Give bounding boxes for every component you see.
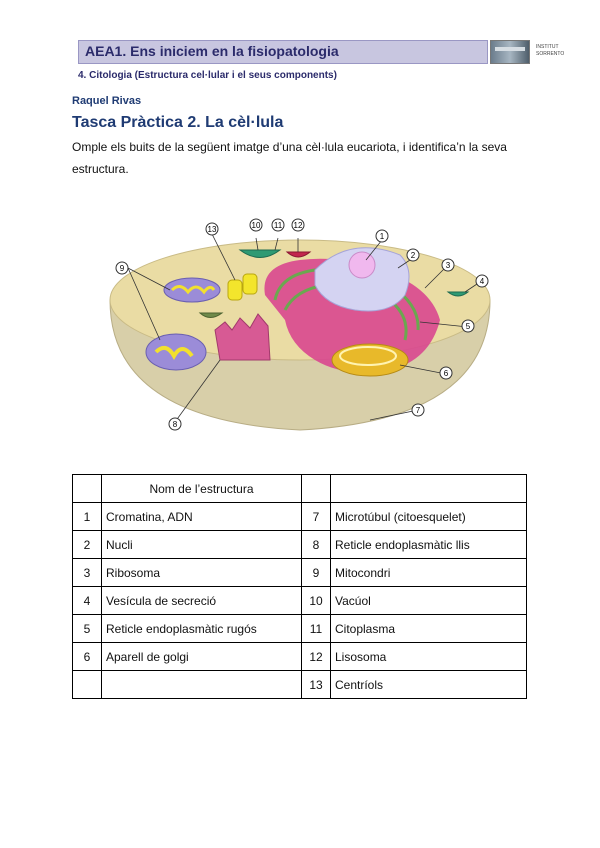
figure-label: 12 [293, 221, 303, 230]
structure-name: Vacúol [331, 587, 527, 615]
structure-name: Centríols [331, 671, 527, 699]
figure-label: 1 [379, 232, 385, 241]
row-number [73, 671, 102, 699]
row-number: 2 [73, 531, 102, 559]
structure-name: Ribosoma [102, 559, 302, 587]
table-row [73, 559, 527, 587]
author-name: Raquel Rivas [72, 95, 142, 107]
structure-name: Aparell de golgi [102, 643, 302, 671]
row-number: 4 [73, 587, 102, 615]
structures-table [72, 474, 527, 699]
figure-label: 3 [445, 261, 451, 270]
row-number: 12 [302, 643, 331, 671]
structure-name: Microtúbul (citoesquelet) [331, 503, 527, 531]
nucleolus [349, 252, 375, 278]
figure-label: 8 [172, 420, 178, 429]
table-header-row [73, 475, 527, 503]
table-row [73, 643, 527, 671]
table-row [73, 615, 527, 643]
task-title: Tasca Pràctica 2. La cèl·lula [72, 114, 284, 131]
row-number: 3 [73, 559, 102, 587]
table-row [73, 503, 527, 531]
table-row [73, 531, 527, 559]
row-number: 1 [73, 503, 102, 531]
table-header: Nom de l’estructura [102, 475, 302, 503]
row-number: 5 [73, 615, 102, 643]
table-row [73, 671, 527, 699]
eukaryotic-cell-diagram [100, 210, 500, 440]
row-number: 6 [73, 643, 102, 671]
row-number: 10 [302, 587, 331, 615]
header-photo [490, 40, 530, 64]
table-row [73, 587, 527, 615]
figure-label: 10 [251, 221, 261, 230]
structure-name: Nucli [102, 531, 302, 559]
figure-label: 2 [410, 251, 416, 260]
logo-text-line1: INSTITUT [536, 44, 559, 50]
structure-name: Reticle endoplasmàtic rugós [102, 615, 302, 643]
structure-name: Mitocondri [331, 559, 527, 587]
figure-label: 4 [479, 277, 485, 286]
centriole-1 [228, 280, 242, 300]
instructions-text: Omple els buits de la següent imatge d’una cèl·lula eucariota, i identifica’n la seva estructura. [72, 140, 507, 176]
structure-name: Cromatina, ADN [102, 503, 302, 531]
figure-label: 5 [465, 322, 471, 331]
figure-label: 9 [119, 264, 125, 273]
logo-text-line2: SORRENTO [536, 51, 565, 57]
header-title: AEA1. Ens iniciem en la fisiopatologia [85, 43, 339, 59]
institute-logo [534, 40, 574, 64]
structure-name: Reticle endoplasmàtic llis [331, 531, 527, 559]
structure-name: Vesícula de secreció [102, 587, 302, 615]
figure-label: 6 [443, 369, 449, 378]
row-number: 8 [302, 531, 331, 559]
section-subtitle: 4. Citologia (Estructura cel·lular i el seus components) [78, 70, 337, 81]
centriole-2 [243, 274, 257, 294]
figure-label: 7 [415, 406, 421, 415]
structure-name [102, 671, 302, 699]
row-number: 9 [302, 559, 331, 587]
row-number: 7 [302, 503, 331, 531]
row-number: 13 [302, 671, 331, 699]
structure-name: Lisosoma [331, 643, 527, 671]
header-bar [78, 40, 488, 64]
row-number: 11 [302, 615, 331, 643]
figure-label: 13 [207, 225, 217, 234]
figure-label: 11 [273, 221, 283, 230]
structure-name: Citoplasma [331, 615, 527, 643]
